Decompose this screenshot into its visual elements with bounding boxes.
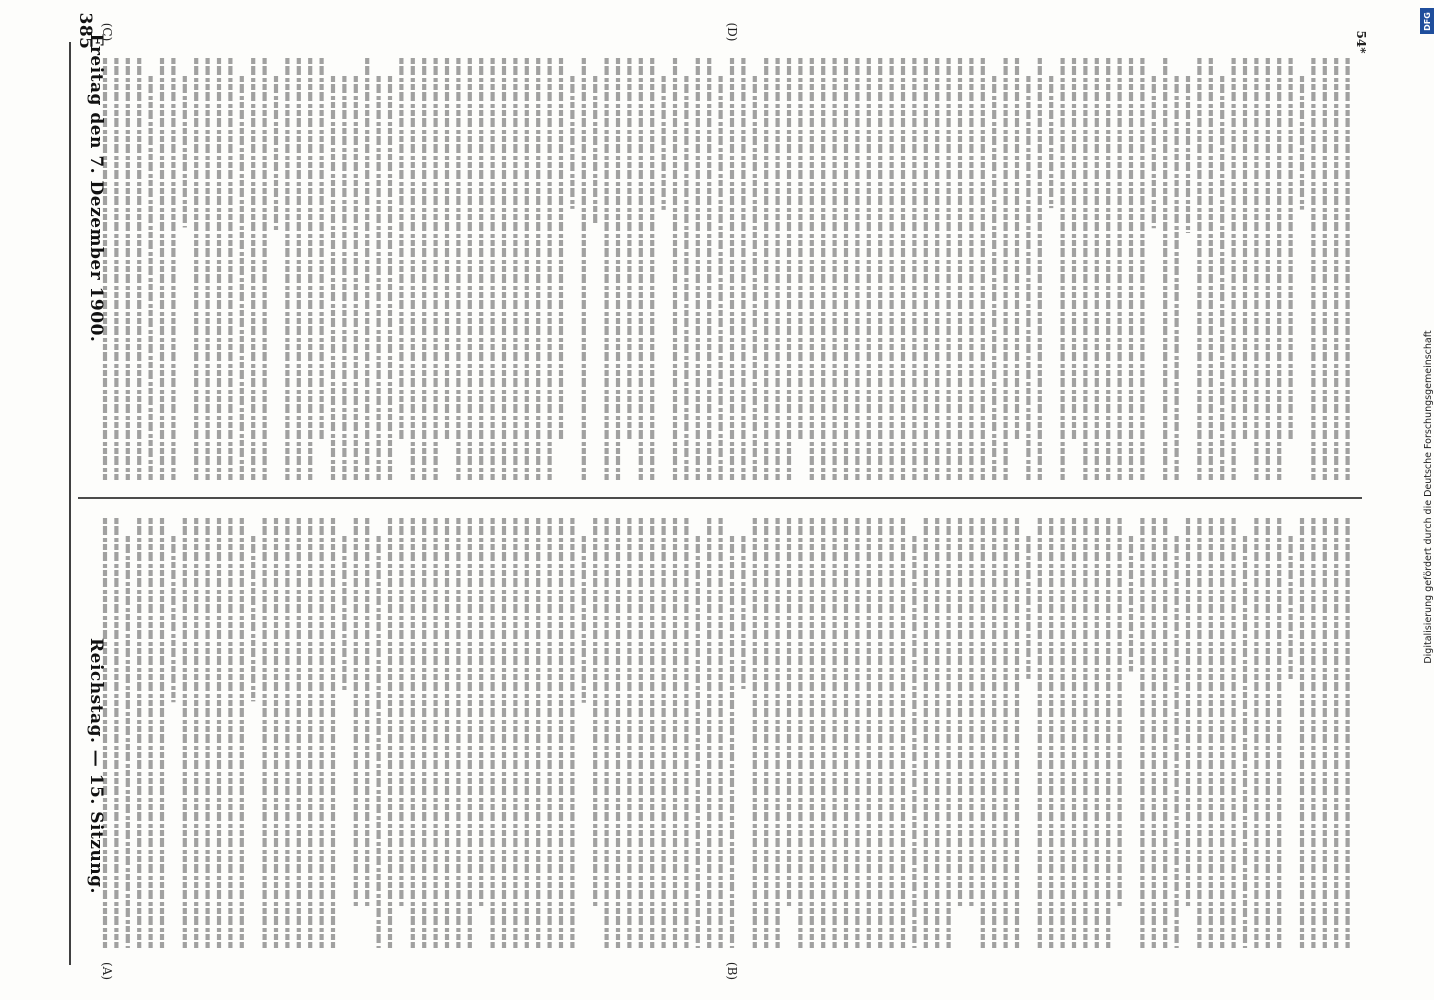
- signature-mark: 54*: [1354, 30, 1368, 54]
- header-date: Freitag den 7. Dezember 1900.: [86, 33, 106, 343]
- dfg-logo-text: DFG: [1422, 11, 1432, 31]
- header-session: Reichstag. — 15. Sitzung.: [86, 638, 106, 894]
- digitization-note: Digitalisierung gefördert durch die Deutsche Forschungsgemeinschaft: [1423, 330, 1434, 664]
- margin-letter-a: (A): [100, 961, 114, 981]
- margin-letter-c: (C): [100, 22, 114, 42]
- page-number: 385: [75, 12, 95, 50]
- margin-letter-d: (D): [725, 22, 739, 42]
- margin-letter-b: (B): [725, 961, 739, 981]
- dfg-logo: [1420, 8, 1434, 34]
